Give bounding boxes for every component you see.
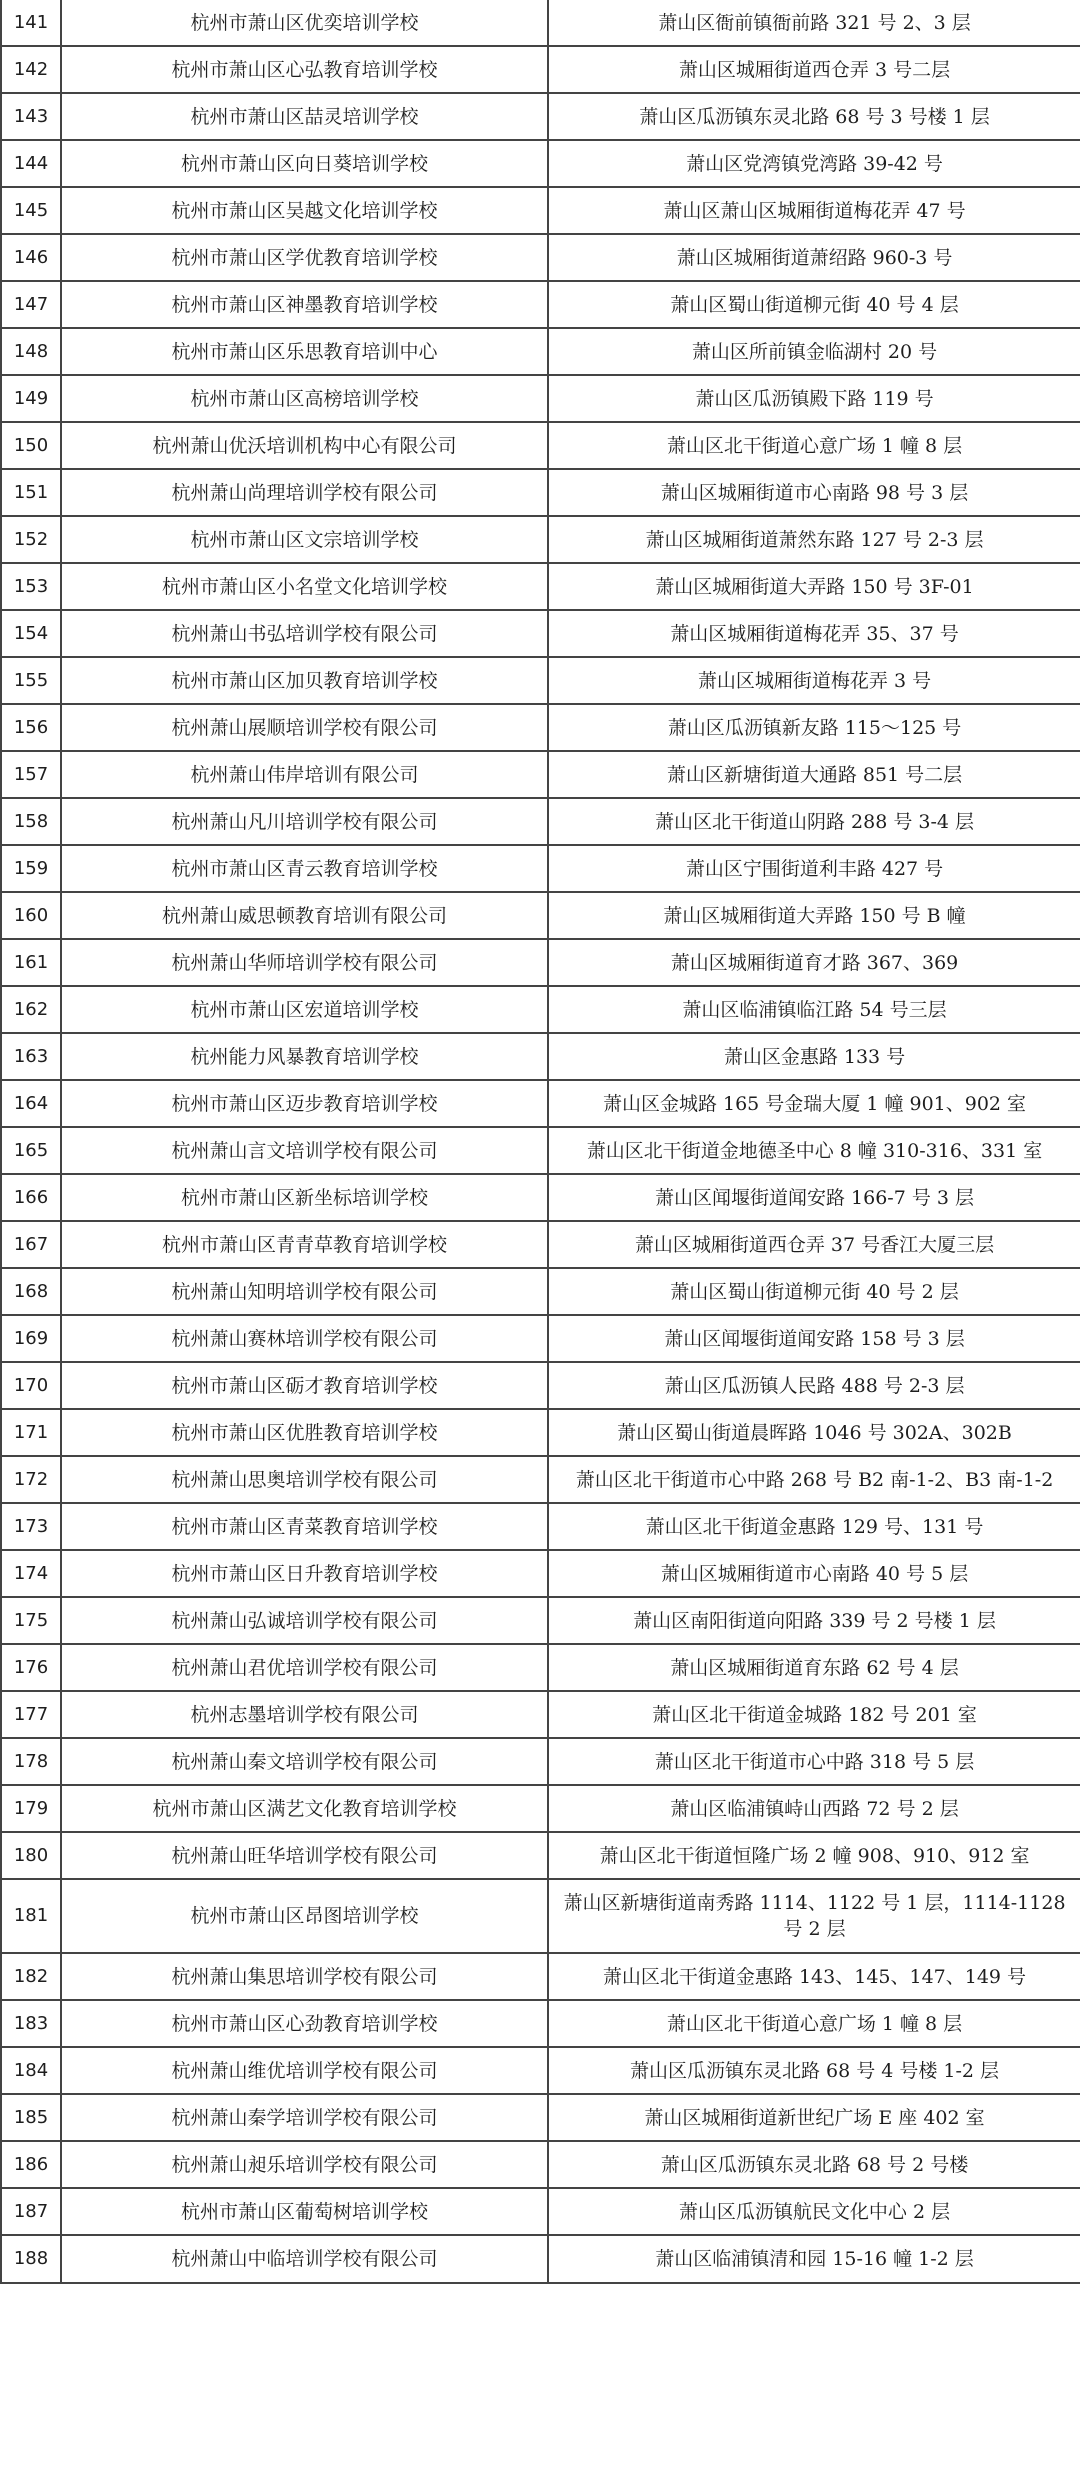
- school-address: 萧山区北干街道金惠路 129 号、131 号: [548, 1503, 1080, 1550]
- row-number: 155: [1, 657, 61, 704]
- school-address: 萧山区城厢街道萧然东路 127 号 2-3 层: [548, 516, 1080, 563]
- table-row: [1, 2235, 1080, 2283]
- table-row: [1, 2141, 1080, 2188]
- row-number: 153: [1, 563, 61, 610]
- table-row: [1, 1127, 1080, 1174]
- school-address: 萧山区瓜沥镇新友路 115～125 号: [548, 704, 1080, 751]
- school-name: 杭州萧山思奥培训学校有限公司: [61, 1456, 548, 1503]
- row-number: 173: [1, 1503, 61, 1550]
- school-name: 杭州市萧山区新坐标培训学校: [61, 1174, 548, 1221]
- row-number: 152: [1, 516, 61, 563]
- school-name: 杭州萧山旺华培训学校有限公司: [61, 1832, 548, 1879]
- school-name: 杭州志墨培训学校有限公司: [61, 1691, 548, 1738]
- row-number: 150: [1, 422, 61, 469]
- table-row: [1, 1953, 1080, 2000]
- table-row: [1, 422, 1080, 469]
- table-row: [1, 1409, 1080, 1456]
- school-name: 杭州萧山君优培训学校有限公司: [61, 1644, 548, 1691]
- row-number: 186: [1, 2141, 61, 2188]
- school-address: 萧山区北干街道金城路 182 号 201 室: [548, 1691, 1080, 1738]
- row-number: 183: [1, 2000, 61, 2047]
- table-row: [1, 704, 1080, 751]
- table-row: [1, 140, 1080, 187]
- school-address: 萧山区城厢街道大弄路 150 号 3F-01: [548, 563, 1080, 610]
- table-row: [1, 1221, 1080, 1268]
- row-number: 168: [1, 1268, 61, 1315]
- row-number: 171: [1, 1409, 61, 1456]
- table-row: [1, 939, 1080, 986]
- school-address: 萧山区蜀山街道柳元街 40 号 2 层: [548, 1268, 1080, 1315]
- school-address: 萧山区金惠路 133 号: [548, 1033, 1080, 1080]
- table-row: [1, 1597, 1080, 1644]
- row-number: 174: [1, 1550, 61, 1597]
- school-name: 杭州市萧山区乐思教育培训中心: [61, 328, 548, 375]
- school-name: 杭州萧山秦学培训学校有限公司: [61, 2094, 548, 2141]
- school-name: 杭州市萧山区向日葵培训学校: [61, 140, 548, 187]
- school-name: 杭州能力风暴教育培训学校: [61, 1033, 548, 1080]
- school-name: 杭州市萧山区喆灵培训学校: [61, 93, 548, 140]
- table-row: [1, 1080, 1080, 1127]
- table-row: [1, 93, 1080, 140]
- school-name: 杭州萧山昶乐培训学校有限公司: [61, 2141, 548, 2188]
- row-number: 159: [1, 845, 61, 892]
- school-address: 萧山区闻堰街道闻安路 166-7 号 3 层: [548, 1174, 1080, 1221]
- school-name: 杭州市萧山区心弘教育培训学校: [61, 46, 548, 93]
- school-address: 萧山区北干街道金地德圣中心 8 幢 310-316、331 室: [548, 1127, 1080, 1174]
- school-name: 杭州萧山维优培训学校有限公司: [61, 2047, 548, 2094]
- school-address: 萧山区瓜沥镇东灵北路 68 号 2 号楼: [548, 2141, 1080, 2188]
- school-name: 杭州萧山言文培训学校有限公司: [61, 1127, 548, 1174]
- school-address: 萧山区北干街道心意广场 1 幢 8 层: [548, 2000, 1080, 2047]
- school-address: 萧山区北干街道金惠路 143、145、147、149 号: [548, 1953, 1080, 2000]
- row-number: 151: [1, 469, 61, 516]
- school-address: 萧山区闻堰街道闻安路 158 号 3 层: [548, 1315, 1080, 1362]
- school-name: 杭州市萧山区昂图培训学校: [61, 1879, 548, 1953]
- school-table-body: [1, 0, 1080, 2283]
- table-row: [1, 1832, 1080, 1879]
- school-name: 杭州市萧山区吴越文化培训学校: [61, 187, 548, 234]
- table-row: [1, 1174, 1080, 1221]
- table-row: [1, 1456, 1080, 1503]
- row-number: 176: [1, 1644, 61, 1691]
- school-address: 萧山区北干街道心意广场 1 幢 8 层: [548, 422, 1080, 469]
- school-address: 萧山区北干街道恒隆广场 2 幢 908、910、912 室: [548, 1832, 1080, 1879]
- row-number: 148: [1, 328, 61, 375]
- school-name: 杭州萧山华师培训学校有限公司: [61, 939, 548, 986]
- row-number: 164: [1, 1080, 61, 1127]
- row-number: 146: [1, 234, 61, 281]
- school-address: 萧山区城厢街道新世纪广场 E 座 402 室: [548, 2094, 1080, 2141]
- table-row: [1, 1362, 1080, 1409]
- table-row: [1, 892, 1080, 939]
- school-address: 萧山区衙前镇衙前路 321 号 2、3 层: [548, 0, 1080, 46]
- table-row: [1, 2000, 1080, 2047]
- school-address: 萧山区城厢街道梅花弄 3 号: [548, 657, 1080, 704]
- table-row: [1, 187, 1080, 234]
- school-name: 杭州市萧山区加贝教育培训学校: [61, 657, 548, 704]
- table-row: [1, 281, 1080, 328]
- row-number: 177: [1, 1691, 61, 1738]
- row-number: 175: [1, 1597, 61, 1644]
- school-address: 萧山区宁围街道利丰路 427 号: [548, 845, 1080, 892]
- table-row: [1, 469, 1080, 516]
- row-number: 156: [1, 704, 61, 751]
- school-name: 杭州萧山凡川培训学校有限公司: [61, 798, 548, 845]
- school-name: 杭州市萧山区小名堂文化培训学校: [61, 563, 548, 610]
- table-row: [1, 0, 1080, 46]
- row-number: 184: [1, 2047, 61, 2094]
- school-name: 杭州市萧山区砺才教育培训学校: [61, 1362, 548, 1409]
- table-row: [1, 1268, 1080, 1315]
- row-number: 142: [1, 46, 61, 93]
- row-number: 185: [1, 2094, 61, 2141]
- school-name: 杭州市萧山区满艺文化教育培训学校: [61, 1785, 548, 1832]
- row-number: 165: [1, 1127, 61, 1174]
- row-number: 144: [1, 140, 61, 187]
- row-number: 188: [1, 2235, 61, 2283]
- table-row: [1, 1879, 1080, 1953]
- school-name: 杭州萧山书弘培训学校有限公司: [61, 610, 548, 657]
- row-number: 180: [1, 1832, 61, 1879]
- table-row: [1, 610, 1080, 657]
- row-number: 158: [1, 798, 61, 845]
- school-address: 萧山区瓜沥镇东灵北路 68 号 4 号楼 1-2 层: [548, 2047, 1080, 2094]
- table-row: [1, 1738, 1080, 1785]
- school-name: 杭州萧山秦文培训学校有限公司: [61, 1738, 548, 1785]
- row-number: 147: [1, 281, 61, 328]
- school-address: 萧山区瓜沥镇东灵北路 68 号 3 号楼 1 层: [548, 93, 1080, 140]
- school-address: 萧山区北干街道市心中路 268 号 B2 南-1-2、B3 南-1-2: [548, 1456, 1080, 1503]
- school-name: 杭州市萧山区迈步教育培训学校: [61, 1080, 548, 1127]
- row-number: 141: [1, 0, 61, 46]
- table-row: [1, 1644, 1080, 1691]
- row-number: 143: [1, 93, 61, 140]
- school-address: 萧山区城厢街道市心南路 98 号 3 层: [548, 469, 1080, 516]
- table-row: [1, 798, 1080, 845]
- table-row: [1, 2094, 1080, 2141]
- school-name: 杭州萧山知明培训学校有限公司: [61, 1268, 548, 1315]
- school-address: 萧山区临浦镇峙山西路 72 号 2 层: [548, 1785, 1080, 1832]
- row-number: 154: [1, 610, 61, 657]
- row-number: 181: [1, 1879, 61, 1953]
- row-number: 182: [1, 1953, 61, 2000]
- table-row: [1, 845, 1080, 892]
- school-address: 萧山区瓜沥镇人民路 488 号 2-3 层: [548, 1362, 1080, 1409]
- school-address: 萧山区瓜沥镇航民文化中心 2 层: [548, 2188, 1080, 2235]
- row-number: 160: [1, 892, 61, 939]
- school-name: 杭州市萧山区葡萄树培训学校: [61, 2188, 548, 2235]
- school-name: 杭州市萧山区学优教育培训学校: [61, 234, 548, 281]
- school-name: 杭州市萧山区宏道培训学校: [61, 986, 548, 1033]
- row-number: 161: [1, 939, 61, 986]
- row-number: 167: [1, 1221, 61, 1268]
- school-address: 萧山区金城路 165 号金瑞大厦 1 幢 901、902 室: [548, 1080, 1080, 1127]
- school-name: 杭州市萧山区心劲教育培训学校: [61, 2000, 548, 2047]
- table-row: [1, 46, 1080, 93]
- school-name: 杭州萧山赛林培训学校有限公司: [61, 1315, 548, 1362]
- table-row: [1, 1691, 1080, 1738]
- table-row: [1, 2188, 1080, 2235]
- table-row: [1, 1785, 1080, 1832]
- table-row: [1, 2047, 1080, 2094]
- table-row: [1, 375, 1080, 422]
- school-address: 萧山区新塘街道大通路 851 号二层: [548, 751, 1080, 798]
- school-name: 杭州萧山优沃培训机构中心有限公司: [61, 422, 548, 469]
- school-address: 萧山区南阳街道向阳路 339 号 2 号楼 1 层: [548, 1597, 1080, 1644]
- school-address: 萧山区临浦镇临江路 54 号三层: [548, 986, 1080, 1033]
- school-name: 杭州市萧山区日升教育培训学校: [61, 1550, 548, 1597]
- row-number: 179: [1, 1785, 61, 1832]
- school-name: 杭州萧山尚理培训学校有限公司: [61, 469, 548, 516]
- row-number: 157: [1, 751, 61, 798]
- table-row: [1, 1315, 1080, 1362]
- row-number: 172: [1, 1456, 61, 1503]
- school-address: 萧山区党湾镇党湾路 39-42 号: [548, 140, 1080, 187]
- row-number: 187: [1, 2188, 61, 2235]
- row-number: 178: [1, 1738, 61, 1785]
- row-number: 163: [1, 1033, 61, 1080]
- school-address: 萧山区蜀山街道柳元街 40 号 4 层: [548, 281, 1080, 328]
- table-row: [1, 328, 1080, 375]
- school-address: 萧山区城厢街道西仓弄 3 号二层: [548, 46, 1080, 93]
- table-row: [1, 657, 1080, 704]
- row-number: 162: [1, 986, 61, 1033]
- school-name: 杭州萧山集思培训学校有限公司: [61, 1953, 548, 2000]
- school-address: 萧山区城厢街道梅花弄 35、37 号: [548, 610, 1080, 657]
- school-name: 杭州市萧山区优奕培训学校: [61, 0, 548, 46]
- school-address: 萧山区萧山区城厢街道梅花弄 47 号: [548, 187, 1080, 234]
- school-address: 萧山区城厢街道市心南路 40 号 5 层: [548, 1550, 1080, 1597]
- table-row: [1, 986, 1080, 1033]
- school-address: 萧山区城厢街道西仓弄 37 号香江大厦三层: [548, 1221, 1080, 1268]
- school-name: 杭州萧山弘诚培训学校有限公司: [61, 1597, 548, 1644]
- row-number: 169: [1, 1315, 61, 1362]
- school-name: 杭州萧山中临培训学校有限公司: [61, 2235, 548, 2283]
- school-name: 杭州市萧山区文宗培训学校: [61, 516, 548, 563]
- school-name: 杭州萧山展顺培训学校有限公司: [61, 704, 548, 751]
- school-address: 萧山区城厢街道大弄路 150 号 B 幢: [548, 892, 1080, 939]
- school-name: 杭州萧山伟岸培训有限公司: [61, 751, 548, 798]
- table-row: [1, 516, 1080, 563]
- table-row: [1, 751, 1080, 798]
- table-row: [1, 1550, 1080, 1597]
- school-address: 萧山区北干街道山阴路 288 号 3-4 层: [548, 798, 1080, 845]
- school-address: 萧山区城厢街道育东路 62 号 4 层: [548, 1644, 1080, 1691]
- table-row: [1, 1503, 1080, 1550]
- school-name: 杭州萧山威思顿教育培训有限公司: [61, 892, 548, 939]
- school-address: 萧山区临浦镇清和园 15-16 幢 1-2 层: [548, 2235, 1080, 2283]
- school-name: 杭州市萧山区优胜教育培训学校: [61, 1409, 548, 1456]
- row-number: 145: [1, 187, 61, 234]
- table-row: [1, 234, 1080, 281]
- table-row: [1, 563, 1080, 610]
- school-name: 杭州市萧山区神墨教育培训学校: [61, 281, 548, 328]
- school-address: 萧山区瓜沥镇殿下路 119 号: [548, 375, 1080, 422]
- school-name: 杭州市萧山区青菜教育培训学校: [61, 1503, 548, 1550]
- school-name: 杭州市萧山区青青草教育培训学校: [61, 1221, 548, 1268]
- school-address: 萧山区城厢街道育才路 367、369: [548, 939, 1080, 986]
- school-address: 萧山区城厢街道萧绍路 960-3 号: [548, 234, 1080, 281]
- table-row: [1, 1033, 1080, 1080]
- school-address: 萧山区北干街道市心中路 318 号 5 层: [548, 1738, 1080, 1785]
- row-number: 149: [1, 375, 61, 422]
- school-name: 杭州市萧山区高榜培训学校: [61, 375, 548, 422]
- school-address: 萧山区所前镇金临湖村 20 号: [548, 328, 1080, 375]
- school-address: 萧山区新塘街道南秀路 1114、1122 号 1 层，1114-1128 号 2 层: [548, 1879, 1080, 1953]
- school-name: 杭州市萧山区青云教育培训学校: [61, 845, 548, 892]
- row-number: 170: [1, 1362, 61, 1409]
- row-number: 166: [1, 1174, 61, 1221]
- school-address: 萧山区蜀山街道晨晖路 1046 号 302A、302B: [548, 1409, 1080, 1456]
